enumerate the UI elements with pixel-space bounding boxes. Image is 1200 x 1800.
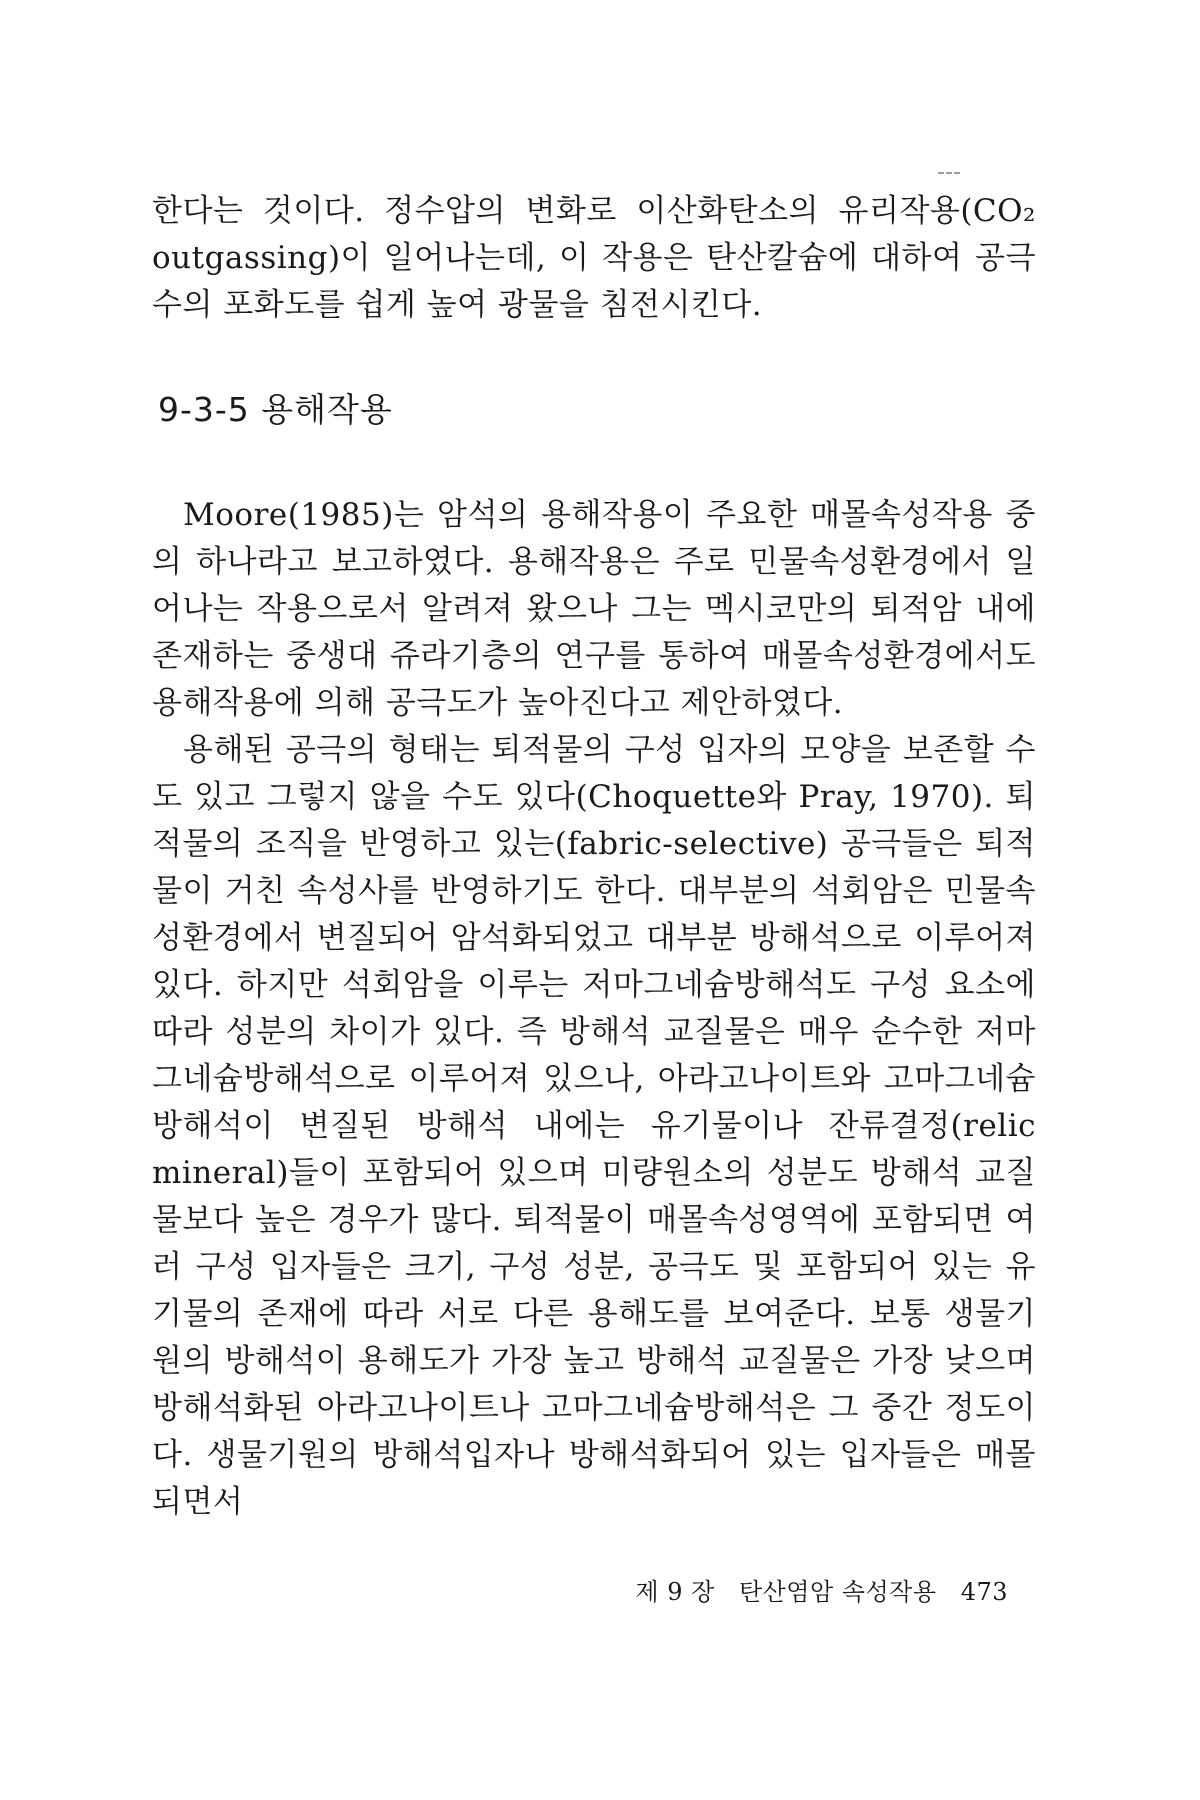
section-body	[152, 492, 1036, 1526]
section-heading: 9-3-5 용해작용	[158, 390, 393, 429]
footer-chapter: 제 9 장	[635, 1578, 715, 1606]
footer-chapter-title: 탄산염암 속성작용	[738, 1578, 937, 1606]
paragraph: Moore(1985)는 암석의 용해작용이 주요한 매몰속성작용 중의 하나라고 보고하였다. 용해작용은 주로 민물속성환경에서 일어나는 작용으로서 알려져 왔으나 그는 멕시코만의 퇴적암 내에 존재하는 중생대 쥬라기층의 연구를 통하여 매몰속성환경에서도 용해작용에 의해 공극도가 높아진다고 제안하였다.	[152, 497, 1036, 721]
intro-paragraph: 한다는 것이다. 정수압의 변화로 이산화탄소의 유리작용(CO₂ outgassing)이 일어나는데, 이 작용은 탄산칼슘에 대하여 공극수의 포화도를 쉽게 높여 광물을 침전시킨다.	[152, 193, 1036, 323]
page-footer	[635, 1576, 1008, 1608]
corner-mark	[938, 172, 960, 176]
paragraph: 용해된 공극의 형태는 퇴적물의 구성 입자의 모양을 보존할 수도 있고 그렇지 않을 수도 있다(Choquette와 Pray, 1970). 퇴적물의 조직을 반영하고 있는(fabric-selective) 공극들은 퇴적물이 거친 속성사를 반영하기도 한다. 대부분의 석회암은 민물속성환경에서 변질되어 암석화되었고 대부분 방해석으로 이루어져 있다. 하지만 석회암을 이루는 저마그네슘방해석도 구성 요소에 따라 성분의 차이가 있다. 즉 방해석 교질물은 매우 순수한 저마그네슘방해석으로 이루어져 있으나, 아라고나이트와 고마그네슘방해석이 변질된 방해석 내에는 유기물이나 잔류결정(relic mineral)들이 포함되어 있으며 미량원소의 성분도 방해석 교질물보다 높은 경우가 많다. 퇴적물이 매몰속성영역에 포함되면 여러 구성 입자들은 크기, 구성 성분, 공극도 및 포함되어 있는 유기물의 존재에 따라 서로 다른 용해도를 보여준다. 보통 생물기원의 방해석이 용해도가 가장 높고 방해석 교질물은 가장 낮으며 방해석화된 아라고나이트나 고마그네슘방해석은 그 중간 정도이다. 생물기원의 방해석입자나 방해석화되어 있는 입자들은 매몰되면서	[152, 732, 1036, 1520]
page-number: 473	[960, 1578, 1008, 1606]
